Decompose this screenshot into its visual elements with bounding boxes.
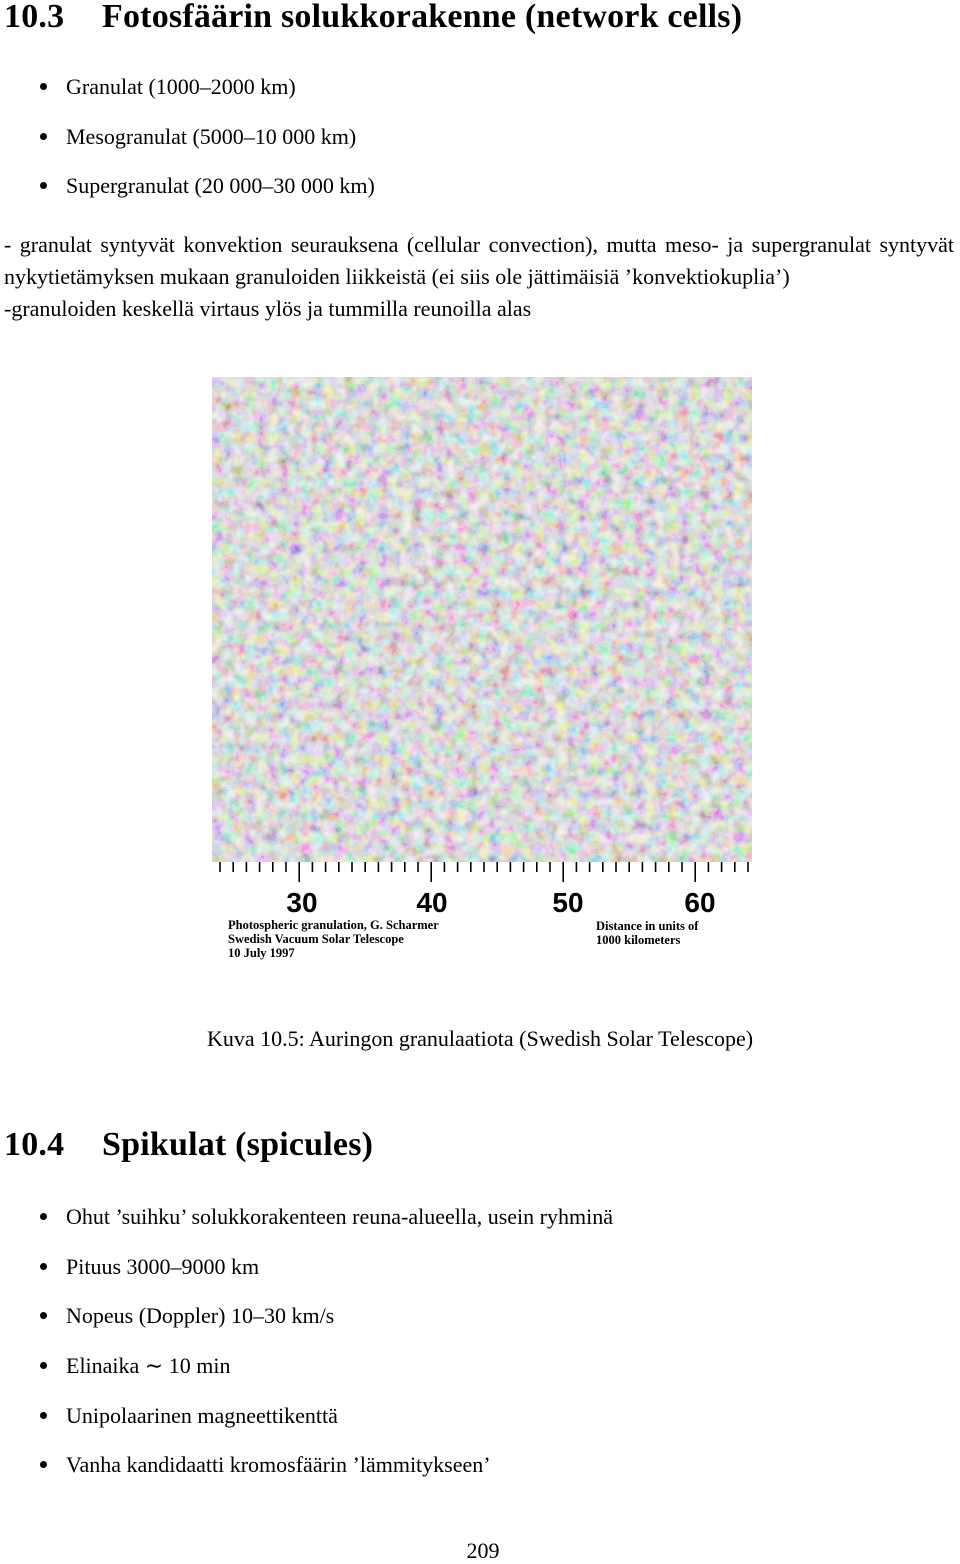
scale-ruler [220, 862, 748, 882]
list-item: Mesogranulat (5000–10 000 km) [40, 124, 375, 174]
figure-caption: Kuva 10.5: Auringon granulaatiota (Swedish Solar Telescope) [206, 1026, 754, 1051]
bullet-icon [40, 1412, 47, 1419]
list-item: Pituus 3000–9000 km [40, 1254, 613, 1304]
bullet-icon [40, 1362, 47, 1369]
bullet-icon [40, 1213, 47, 1220]
scale-label: 30 [286, 887, 318, 918]
section-title: Fotosfäärin solukkorakenne (network cells) [102, 0, 743, 35]
paragraph: -granuloiden keskellä virtaus ylös ja tummilla reunoilla alas [4, 296, 532, 321]
list-item: Unipolaarinen magneettikenttä [40, 1403, 613, 1453]
bullet-icon [40, 182, 47, 189]
bullet-icon [40, 1312, 47, 1319]
section-title: Spikulat (spicules) [102, 1126, 374, 1163]
bullet-icon [40, 83, 47, 90]
list-item: Elinaika ∼ 10 min [40, 1353, 613, 1403]
paragraph: - granulat syntyvät konvektion seurauksena (cellular convection), mutta meso- ja supergranulat syntyvät nykytietämyksen mukaan granuloiden liikkeistä (ei siis ole jättimäisiä ’konvektiokuplia’) [4, 232, 954, 289]
units-line: 1000 kilometers [596, 933, 681, 947]
credit-line: 10 July 1997 [228, 946, 295, 960]
page-number: 209 [466, 1538, 500, 1563]
granulation-image [212, 377, 752, 977]
bullet-list [40, 74, 375, 223]
list-item: Nopeus (Doppler) 10–30 km/s [40, 1303, 613, 1353]
credit-line: Photospheric granulation, G. Scharmer [228, 918, 439, 932]
scale-label: 50 [552, 887, 584, 918]
section-heading [4, 0, 742, 36]
units-line: Distance in units of [596, 919, 699, 933]
section-heading [4, 1126, 373, 1164]
list-item: Supergranulat (20 000–30 000 km) [40, 173, 375, 223]
bullet-icon [40, 133, 47, 140]
section-number: 10.3 [4, 0, 65, 35]
body-text [4, 229, 954, 325]
list-item: Granulat (1000–2000 km) [40, 74, 375, 124]
list-item: Ohut ’suihku’ solukkorakenteen reuna-alueella, usein ryhminä [40, 1204, 613, 1254]
credit-line: Swedish Vacuum Solar Telescope [228, 932, 404, 946]
section-number: 10.4 [4, 1126, 65, 1163]
bullet-list [40, 1204, 613, 1502]
granulation-texture [212, 377, 752, 862]
list-item: Vanha kandidaatti kromosfäärin ’lämmitykseen’ [40, 1452, 613, 1502]
bullet-icon [40, 1263, 47, 1270]
scale-label: 60 [684, 887, 716, 918]
scale-label: 40 [416, 887, 448, 918]
bullet-icon [40, 1461, 47, 1468]
